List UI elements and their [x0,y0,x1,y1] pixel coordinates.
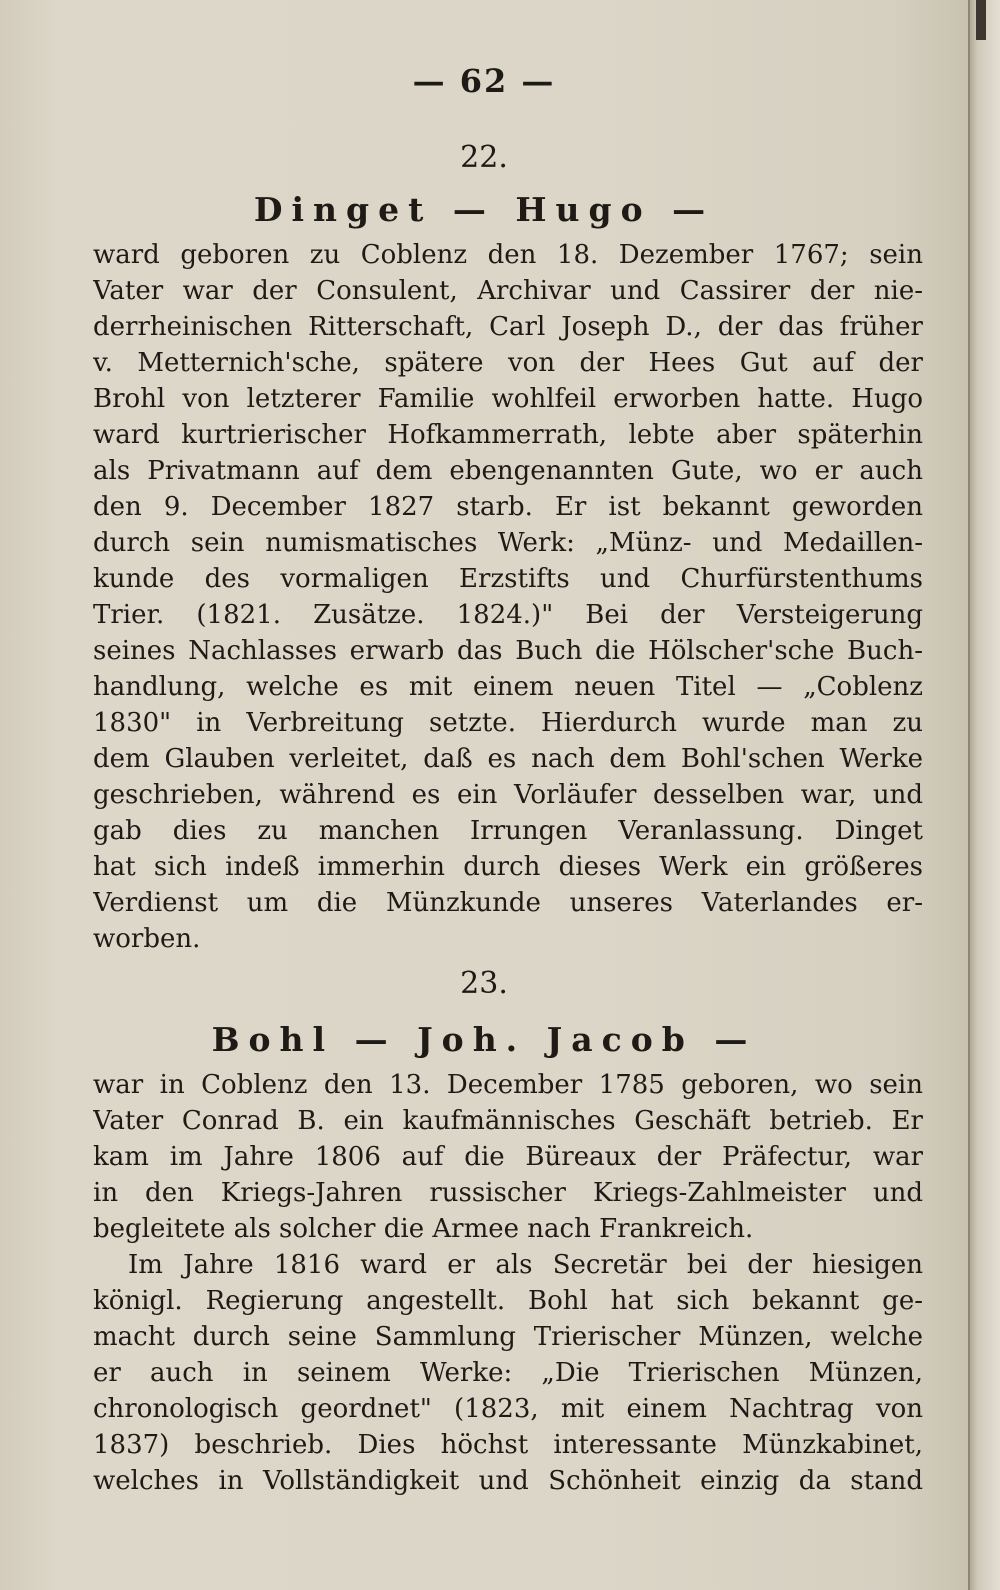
text-line: dem Glauben verleitet, daß es nach dem Bohl'schen Werke [93,744,923,774]
page-gutter [968,0,1000,1590]
text-line: Vater war der Consulent, Archivar und Cassirer der nie- [93,276,923,306]
gutter-edge [968,0,970,1590]
text-line: v. Metternich'sche, spätere von der Hees Gut auf der [93,348,923,378]
entry-heading: Dinget — Hugo — [253,190,715,229]
text-line: handlung, welche es mit einem neuen Titel — „Coblenz [93,672,923,702]
page-number: — 62 — [412,62,556,100]
text-line: macht durch seine Sammlung Trierischer Münzen, welche [93,1322,923,1352]
text-line: worben. [93,924,201,954]
text-line: hat sich indeß immerhin durch dieses Werk ein größeres [93,852,923,882]
text-line: kunde des vormaligen Erzstifts und Churfürstenthums [93,564,923,594]
text-line: ward kurtrierischer Hofkammerrath, lebte aber späterhin [93,420,923,450]
text-line: begleitete als solcher die Armee nach Frankreich. [93,1214,754,1244]
entry-heading: Bohl — Joh. Jacob — [211,1020,757,1059]
text-line: er auch in seinem Werke: „Die Trierischen Münzen, [93,1358,923,1388]
text-line: in den Kriegs-Jahren russischer Kriegs-Zahlmeister und [93,1178,923,1208]
text-line: chronologisch geordnet" (1823, mit einem Nachtrag von [93,1394,923,1424]
text-line: kam im Jahre 1806 auf die Büreaux der Präfectur, war [93,1142,923,1172]
text-line: Verdienst um die Münzkunde unseres Vaterlandes er- [93,888,923,918]
text-line: seines Nachlasses erwarb das Buch die Hölscher'sche Buch- [93,636,923,666]
entry-number: 22. [460,140,508,175]
text-line: 1830" in Verbreitung setzte. Hierdurch wurde man zu [93,708,923,738]
text-line: gab dies zu manchen Irrungen Veranlassung. Dinget [93,816,923,846]
text-line: 1837) beschrieb. Dies höchst interessante Münzkabinet, [93,1430,923,1460]
text-line: den 9. December 1827 starb. Er ist bekannt geworden [93,492,923,522]
text-line: Vater Conrad B. ein kaufmännisches Geschäft betrieb. Er [93,1106,923,1136]
text-line: Brohl von letzterer Familie wohlfeil erworben hatte. Hugo [93,384,923,414]
text-line: ward geboren zu Coblenz den 18. Dezember 1767; sein [93,240,923,270]
text-line: geschrieben, während es ein Vorläufer desselben war, und [93,780,923,810]
gutter-mark [976,0,986,40]
entry-number: 23. [460,966,508,1001]
text-line: durch sein numismatisches Werk: „Münz- und Medaillen- [93,528,923,558]
text-line: als Privatmann auf dem ebengenannten Gute, wo er auch [93,456,923,486]
text-line: war in Coblenz den 13. December 1785 geboren, wo sein [93,1070,923,1100]
text-line: Trier. (1821. Zusätze. 1824.)" Bei der Versteigerung [93,600,923,630]
text-line: derrheinischen Ritterschaft, Carl Joseph D., der das früher [93,312,923,342]
text-line: königl. Regierung angestellt. Bohl hat sich bekannt ge- [93,1286,923,1316]
text-line: Im Jahre 1816 ward er als Secretär bei der hiesigen [128,1250,923,1280]
text-line: welches in Vollständigkeit und Schönheit einzig da stand [93,1466,923,1496]
